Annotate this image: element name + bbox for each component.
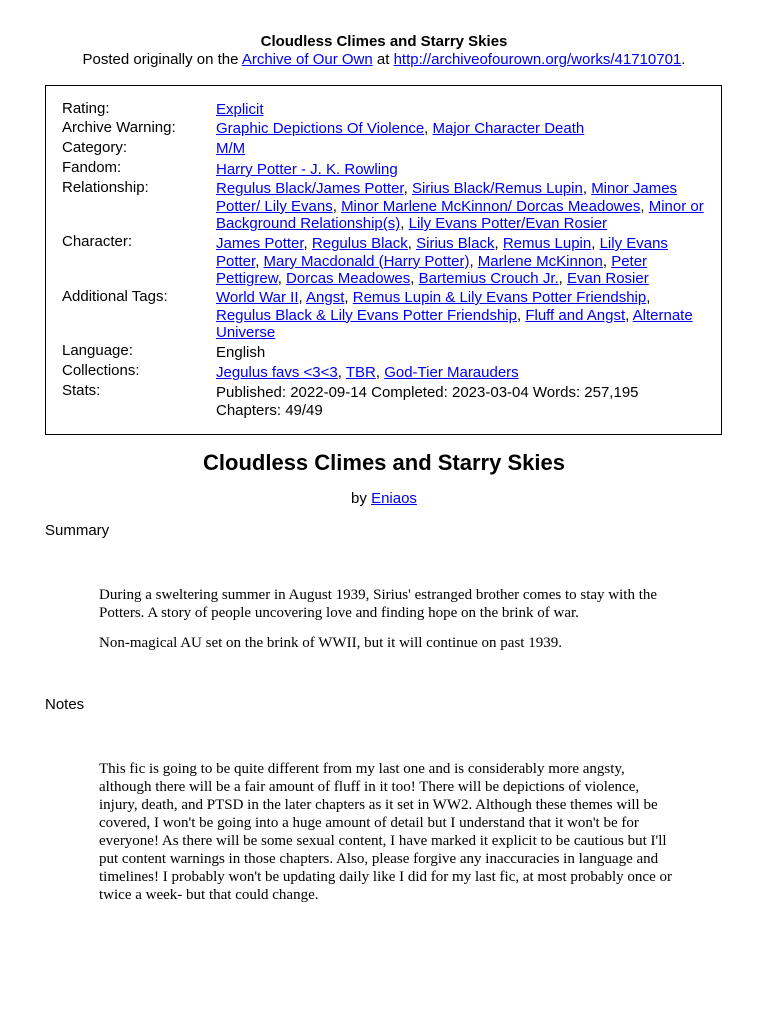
posted-at: at [372, 51, 394, 68]
posted-originally-line [0, 51, 768, 68]
stats-line-1: Published: 2022-09-14 Completed: 2023-03-04 Words: 257,195 [216, 384, 639, 401]
meta-label-warning: Archive Warning: [62, 119, 176, 136]
work-title: Cloudless Climes and Starry Skies [203, 450, 565, 475]
collection-link[interactable]: Jegulus favs <3<3 [216, 364, 338, 381]
posted-period: . [681, 51, 686, 68]
author-link[interactable]: Eniaos [371, 490, 417, 507]
meta-label-tags: Additional Tags: [62, 288, 168, 305]
notes-heading: Notes [45, 696, 85, 713]
collection-link[interactable]: TBR [345, 364, 376, 381]
character-link[interactable]: Peter Pettigrew [216, 252, 648, 287]
meta-value-category [216, 140, 706, 158]
collection-link[interactable]: God-Tier Marauders [384, 364, 519, 381]
tag-link[interactable]: Fluff and Angst [525, 306, 626, 324]
tag-link[interactable]: Alternate Universe [216, 306, 693, 341]
summary-paragraph: During a sweltering summer in August 1939, Sirius' estranged brother comes to stay with the Potters. A story of people uncovering love and finding hope on the brink of war. [99, 587, 658, 621]
character-link[interactable]: Mary Macdonald (Harry Potter) [263, 252, 470, 270]
archive-link[interactable]: Archive of Our Own [241, 51, 373, 68]
character-link[interactable]: Remus Lupin [502, 235, 592, 252]
meta-value-character: James Potter, Regulus Black, Sirius Black, Remus Lupin, Lily Evans Potter, Mary Macdonald (Harry Potter), Marlene McKinnon, Peter Pettigrew, Dorcas Meadowes, Bartemius Crouch Jr., Evan Rosier [216, 235, 668, 287]
rating-link[interactable]: Explicit [216, 101, 264, 118]
work-metadata-box [45, 85, 722, 435]
character-link[interactable]: Dorcas Meadowes [286, 270, 411, 287]
meta-label-fandom: Fandom: [62, 159, 122, 176]
notes-paragraph: This fic is going to be quite different from my last one and is considerably more angsty, although there will be a fair amount of fluff in it too! There will be depictions of violence, injury, death, and PTSD in the later chapters as it set in WW2. Although these themes will be covered, I won't be going into a huge amount of detail but I understand that it won't be for everyone! As there will be some sexual content, I have marked it explicit to be cautious but I'll put content warnings in those chapters. Also, please forgive any inaccuracies in language and timelines! I probably won't be updating daily like I did for my last fic, at most probably once or twice a week- but that could change. [99, 761, 672, 903]
byline-prefix: by [351, 490, 372, 507]
stats-line-2: Chapters: 49/49 [216, 401, 323, 419]
character-link[interactable]: Evan Rosier [567, 270, 649, 287]
meta-value-fandom [216, 161, 706, 179]
summary-text [99, 586, 674, 652]
work-url-link[interactable]: http://archiveofourown.org/works/41710701 [393, 51, 682, 68]
byline [0, 490, 768, 507]
relationship-link[interactable]: Minor James Potter/ Lily Evans [216, 180, 678, 215]
relationship-link[interactable]: Lily Evans Potter/Evan Rosier [408, 215, 608, 232]
tag-link[interactable]: Angst [306, 289, 345, 306]
posted-prefix: Posted originally on the [82, 51, 242, 68]
warning-link-death[interactable]: Major Character Death [432, 120, 585, 137]
summary-paragraph: Non-magical AU set on the brink of WWII, but it will continue on past 1939. [99, 635, 562, 651]
warning-link-violence[interactable]: Graphic Depictions Of Violence [216, 120, 425, 137]
notes-text [99, 760, 674, 904]
character-link[interactable]: Marlene McKinnon [477, 252, 603, 270]
tag-link[interactable]: World War II [216, 289, 299, 306]
meta-label-stats: Stats: [62, 382, 101, 399]
fandom-link[interactable]: Harry Potter - J. K. Rowling [216, 161, 398, 178]
meta-value-language: English [216, 344, 266, 361]
meta-value-relationship: Regulus Black/James Potter, Sirius Black/Remus Lupin, Minor James Potter/ Lily Evans, Minor Marlene McKinnon/ Dorcas Meadowes, Minor or Background Relationship(s), Lily Evans Potter/Evan Rosier [216, 180, 704, 232]
character-link[interactable]: Lily Evans Potter [216, 235, 668, 270]
header-title: Cloudless Climes and Starry Skies [260, 33, 508, 50]
warning-separator: , [424, 120, 433, 137]
character-link[interactable]: James Potter [216, 235, 304, 252]
relationship-link[interactable]: Sirius Black/Remus Lupin [411, 180, 583, 197]
meta-value-tags: World War II, Angst, Remus Lupin & Lily Evans Potter Friendship, Regulus Black & Lily Evans Potter Friendship, Fluff and Angst, Alternate Universe [216, 289, 693, 341]
summary-heading: Summary [45, 522, 110, 539]
relationship-link[interactable]: Minor or Background Relationship(s) [216, 197, 704, 232]
meta-value-rating [216, 101, 706, 119]
relationship-link[interactable]: Minor Marlene McKinnon/ Dorcas Meadowes [341, 197, 641, 215]
meta-value-warning [216, 120, 706, 138]
meta-label-rating: Rating: [62, 100, 110, 117]
meta-value-collections: Jegulus favs <3<3, TBR, God-Tier Marauders [216, 364, 519, 381]
meta-label-collections: Collections: [62, 362, 140, 379]
relationship-link[interactable]: Regulus Black/James Potter [216, 180, 404, 197]
meta-label-language: Language: [62, 342, 133, 359]
character-link[interactable]: Regulus Black [311, 235, 408, 252]
character-link[interactable]: Bartemius Crouch Jr. [418, 270, 559, 287]
tag-link[interactable]: Regulus Black & Lily Evans Potter Friendship [216, 306, 517, 324]
meta-label-category: Category: [62, 139, 128, 156]
meta-label-character: Character: [62, 233, 133, 250]
character-link[interactable]: Sirius Black [416, 235, 495, 252]
tag-link[interactable]: Remus Lupin & Lily Evans Potter Friendship [352, 289, 647, 306]
meta-value-stats [216, 384, 706, 419]
category-link[interactable]: M/M [216, 140, 246, 157]
meta-label-relationship: Relationship: [62, 179, 149, 196]
